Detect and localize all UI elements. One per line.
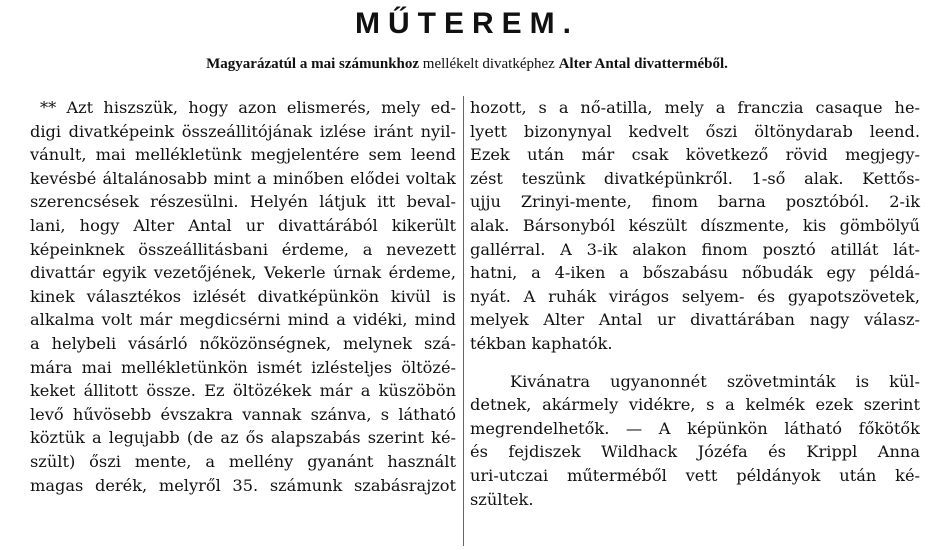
- text-line: Kivánatra ugyanonnét szövetminták is kül-: [510, 371, 920, 391]
- text-line: alkalma volt már megdicsérni mind a vidéki, mind: [30, 310, 456, 330]
- subtitle-source: Alter Antal divatterméből.: [558, 56, 728, 72]
- text-line: kinek választékos izlését divatképünkön kivül is: [30, 286, 456, 306]
- text-line: alak. Bársonyból készült díszmente, kis gömbölyű: [470, 215, 920, 235]
- column-divider: [463, 96, 464, 546]
- text-line: uri-utczai műterméből vett példányok után ké-: [470, 465, 920, 485]
- text-line: hatni, a 4-iken a bőszabásu nőbudák egy példá-: [470, 263, 920, 283]
- text-line: keket állitott össze. Ez öltözékek már a küszöbön: [30, 381, 456, 401]
- text-line: vánult, mai mellékletünk megjelentére sem leend: [30, 145, 456, 165]
- text-line: digi divatképeink összeállitójának izlése iránt nyil-: [30, 121, 456, 141]
- right-column: [470, 96, 920, 511]
- text-line: lyett bizonynyal kedvelt őszi öltönydarab leend.: [470, 121, 920, 141]
- text-line: levő hűvösebb évszakra vannak szánva, s látható: [30, 404, 456, 424]
- text-line: mára mai mellékletünkön ismét izlésteljes öltözé-: [30, 357, 456, 377]
- text-line: szültek.: [470, 489, 534, 509]
- text-line: ** Azt hiszszük, hogy azon elismerés, mely ed-: [40, 98, 456, 117]
- text-line: kevésbé általánosabb mint a minőben elődei voltak: [30, 168, 456, 188]
- text-line: hozott, s a nő-atilla, mely a franczia casaque he-: [470, 98, 920, 117]
- text-line: köztük a legujabb (de az ős alapszabás szerint ké-: [30, 428, 456, 448]
- subtitle-middle: mellékelt divatképhez: [419, 56, 559, 72]
- page-subtitle: [0, 54, 934, 74]
- text-line: szerencsések részesülni. Helyén látjuk itt beval-: [30, 192, 456, 212]
- text-line: a helybeli vásárló nőközönségnek, melynek szá-: [30, 333, 456, 353]
- text-line: divattár egyik vezetőjének, Vekerle úrnak érdeme,: [30, 263, 456, 283]
- text-line: gallérral. A 3-ik alakon finom posztó atillát lát-: [470, 239, 920, 259]
- text-line: detnek, akármely vidékre, s a kelmék ezek szerint: [470, 395, 920, 415]
- text-line: zést teszünk divatképünkről. 1-ső alak. Kettős-: [470, 168, 920, 188]
- text-line: megrendelhetők. — A képünkön látható főkötők: [470, 418, 920, 438]
- left-column: [30, 96, 456, 497]
- text-line: ujju Zrinyi-mente, finom barna posztóból. 2-ik: [470, 192, 920, 212]
- text-line: és fejdiszek Wildhack Józéfa és Krippl Anna: [470, 442, 920, 462]
- text-line: Ezek után már csak következő rövid megjegy-: [470, 145, 920, 165]
- subtitle-intro: Magyarázatúl a mai számunkhoz: [206, 56, 420, 72]
- paragraph-gap: [470, 356, 920, 370]
- text-line: magas derék, melyről 35. számunk szabásrajzot: [30, 475, 456, 495]
- text-line: nyát. A ruhák virágos selyem- és gyapotszövetek,: [470, 286, 920, 306]
- page-title: MŰTEREM.: [355, 7, 579, 40]
- text-line: szült) őszi mente, a mellény gyanánt használt: [30, 451, 456, 471]
- text-line: lani, hogy Alter Antal ur divattárából kikerült: [30, 215, 456, 235]
- text-line: melyek Alter Antal ur divattárában nagy válasz-: [470, 310, 920, 330]
- text-line: képeinknek összeállitásbani érdeme, a nevezett: [30, 239, 456, 259]
- text-line: tékban kaphatók.: [470, 333, 613, 353]
